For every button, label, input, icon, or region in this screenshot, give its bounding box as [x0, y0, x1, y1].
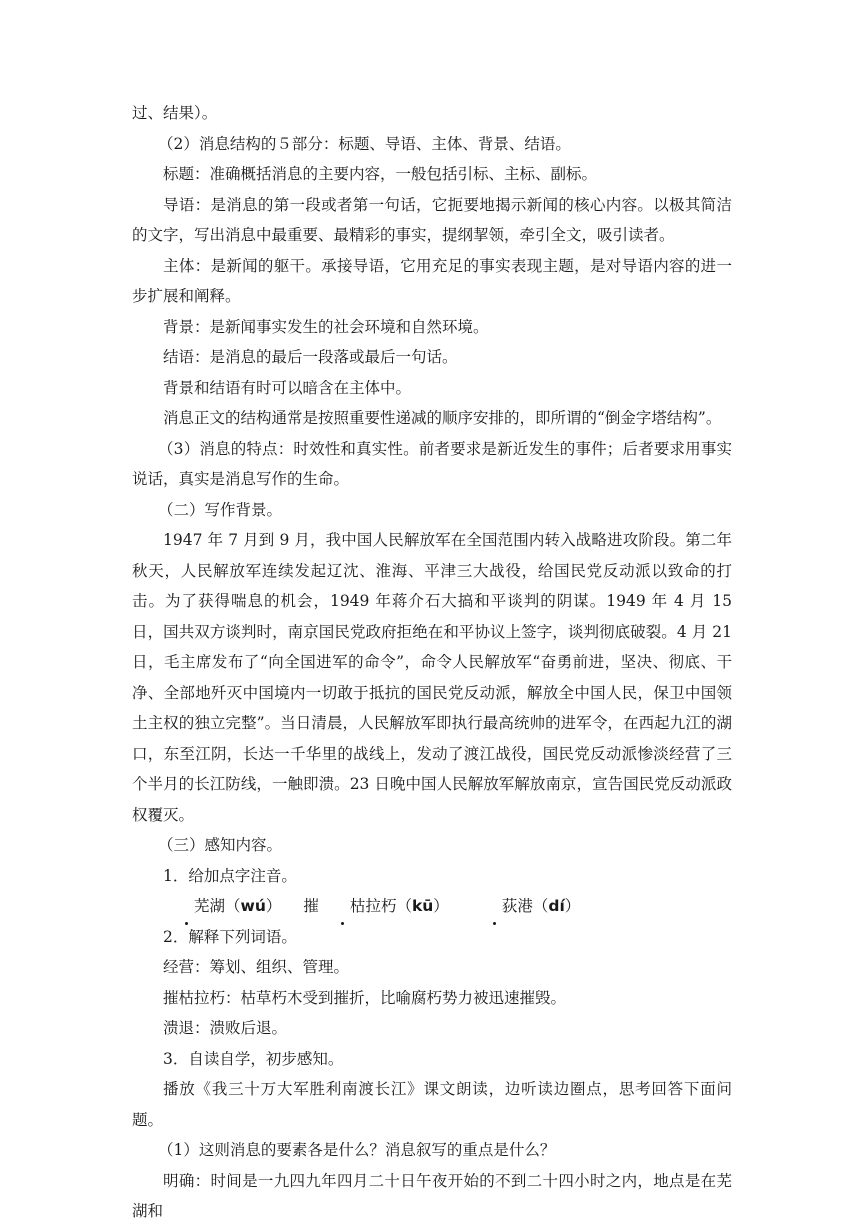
definition-cuikulaxiu: 摧枯拉朽：枯草朽木受到摧折，比喻腐朽势力被迅速摧毁。 [163, 988, 567, 1007]
pinyin-exercise-line [132, 891, 732, 922]
word-text: 摧 [303, 897, 319, 915]
paragraph-features: （3）消息的特点：时效性和真实性。前者要求是新近发生的事件；后者要求用事实说话，真实是消息写作的生命。 [132, 439, 732, 488]
paragraph-history: 1947 年 7 月到 9 月，我中国人民解放军在全国范围内转入战略进攻阶段。第二年秋天，人民解放军连续发起辽沈、淮海、平津三大战役，给国民党反动派以致命的打击。为了获得喘息的机会，1949 年蒋介石大搞和平谈判的阴谋。1949 年 4 月 15 日，国共双方谈判时，南京国民党政府拒绝在和平协议上签字，谈判彻底破裂。4 月 21 日，毛主席发布了“向全国进军的命令”，命令人民解放军“奋勇前进，坚决、彻底、干净、全部地歼灭中国境内一切敢于抵抗的国民党反动派，解放全中国人民，保卫中国领土主权的独立完整”。当日清晨，人民解放军即执行最高统帅的进军令，在西起九江的湖口，东至江阴，长达一千华里的战线上，发动了渡江战役，国民党反动派惨淡经营了三个半月的长江防线，一触即溃。23 日晚中国人民解放军解放南京，宣告国民党反动派政权覆灭。 [132, 531, 732, 824]
paragraph-lead: 导语：是消息的第一段或者第一句话，它扼要地揭示新闻的核心内容。以极其简洁的文字，写出消息中最重要、最精彩的事实，提纲挈领，牵引全文，吸引读者。 [132, 195, 732, 244]
paragraph-news-structure: （2）消息结构的５部分：标题、导语、主体、背景、结语。 [158, 134, 571, 153]
dotted-char: 枯 [319, 891, 366, 922]
paragraph-ending: 结语：是消息的最后一段落或最后一句话。 [163, 348, 458, 366]
paragraph-background: 背景：是新闻事实发生的社会环境和自然环境。 [163, 317, 489, 336]
word-text: ） [265, 897, 282, 915]
definition-jingying: 经营：筹划、组织、管理。 [163, 958, 350, 976]
paragraph-instruction: 播放《我三十万大军胜利南渡长江》课文朗读，边听读边圈点，思考回答下面问题。 [132, 1080, 732, 1129]
exercise-2-heading: 2．解释下列词语。 [163, 927, 297, 946]
exercise-3-heading: 3．自读自学，初步感知。 [163, 1049, 344, 1068]
paragraph-continuation: 过、结果）。 [132, 104, 218, 122]
document-body [132, 98, 732, 1227]
section-heading-perception: （三）感知内容。 [158, 836, 283, 854]
exercise-1-heading: 1．给加点字注音。 [163, 866, 297, 885]
pinyin-text: dí [548, 897, 565, 915]
word-text: 湖（ [209, 897, 241, 915]
paragraph-headline: 标题：准确概括消息的主要内容，一般包括引标、主标、副标。 [163, 165, 598, 183]
paragraph-note: 背景和结语有时可以暗含在主体中。 [163, 378, 412, 397]
dotted-char: 荻 [471, 891, 518, 922]
definition-kuitui: 溃退：溃败后退。 [163, 1019, 288, 1037]
section-heading-background: （二）写作背景。 [158, 500, 283, 519]
question-1: （1）这则消息的要素各是什么？消息叙写的重点是什么？ [158, 1141, 556, 1159]
dotted-char: 芜 [163, 891, 210, 922]
paragraph-pyramid: 消息正文的结构通常是按照重要性递减的顺序安排的，即所谓的“倒金字塔结构”。 [163, 409, 722, 427]
word-text: 拉朽（ [365, 897, 412, 915]
pinyin-text: wú [240, 897, 266, 915]
word-text: ） [564, 897, 581, 915]
word-text: ） [433, 897, 449, 915]
pinyin-text: kū [411, 897, 434, 915]
paragraph-answer: 明确：时间是一九四九年四月二十日午夜开始的不到二十四小时之内，地点是在芜湖和 [132, 1171, 732, 1220]
word-text: 港（ [517, 897, 549, 915]
paragraph-body: 主体：是新闻的躯干。承接导语，它用充足的事实表现主题，是对导语内容的进一步扩展和阐释。 [132, 256, 732, 305]
